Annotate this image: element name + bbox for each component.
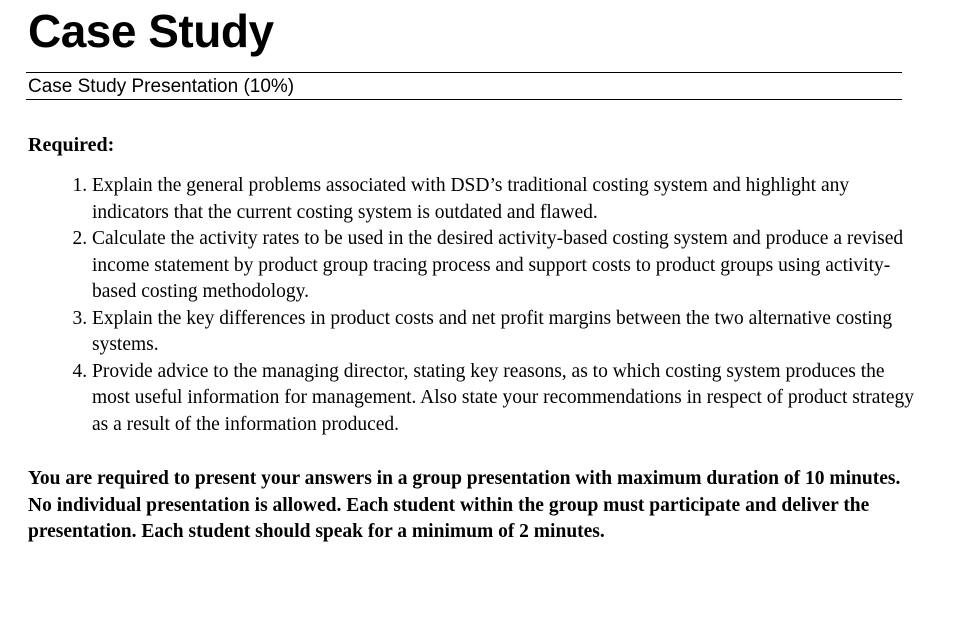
page-title: Case Study <box>28 5 274 57</box>
list-item: 2. Calculate the activity rates to be used in the desired activity-based costing system and produce a revised income statement by product group tracing process and support costs to product groups using activity-based costing methodology. <box>92 226 922 306</box>
requirements-list <box>28 173 922 438</box>
required-heading: Required: <box>28 134 115 156</box>
list-item: 4. Provide advice to the managing director, stating key reasons, as to which costing system produces the most useful information for management. Also state your recommendations in respect of product strategy as a result of the information produced. <box>92 359 922 439</box>
divider <box>26 72 902 73</box>
list-item: 1. Explain the general problems associated with DSD’s traditional costing system and highlight any indicators that the current costing system is outdated and flawed. <box>92 173 922 226</box>
presentation-note: You are required to present your answers in a group presentation with maximum duration of 10 minutes. No individual presentation is allowed. Each student within the group must participate and deliver the presentation. Each student should speak for a minimum of 2 minutes. <box>28 468 901 542</box>
divider <box>26 99 902 100</box>
subtitle: Case Study Presentation (10%) <box>28 76 295 97</box>
list-item: 3. Explain the key differences in product costs and net profit margins between the two alternative costing systems. <box>92 306 922 359</box>
